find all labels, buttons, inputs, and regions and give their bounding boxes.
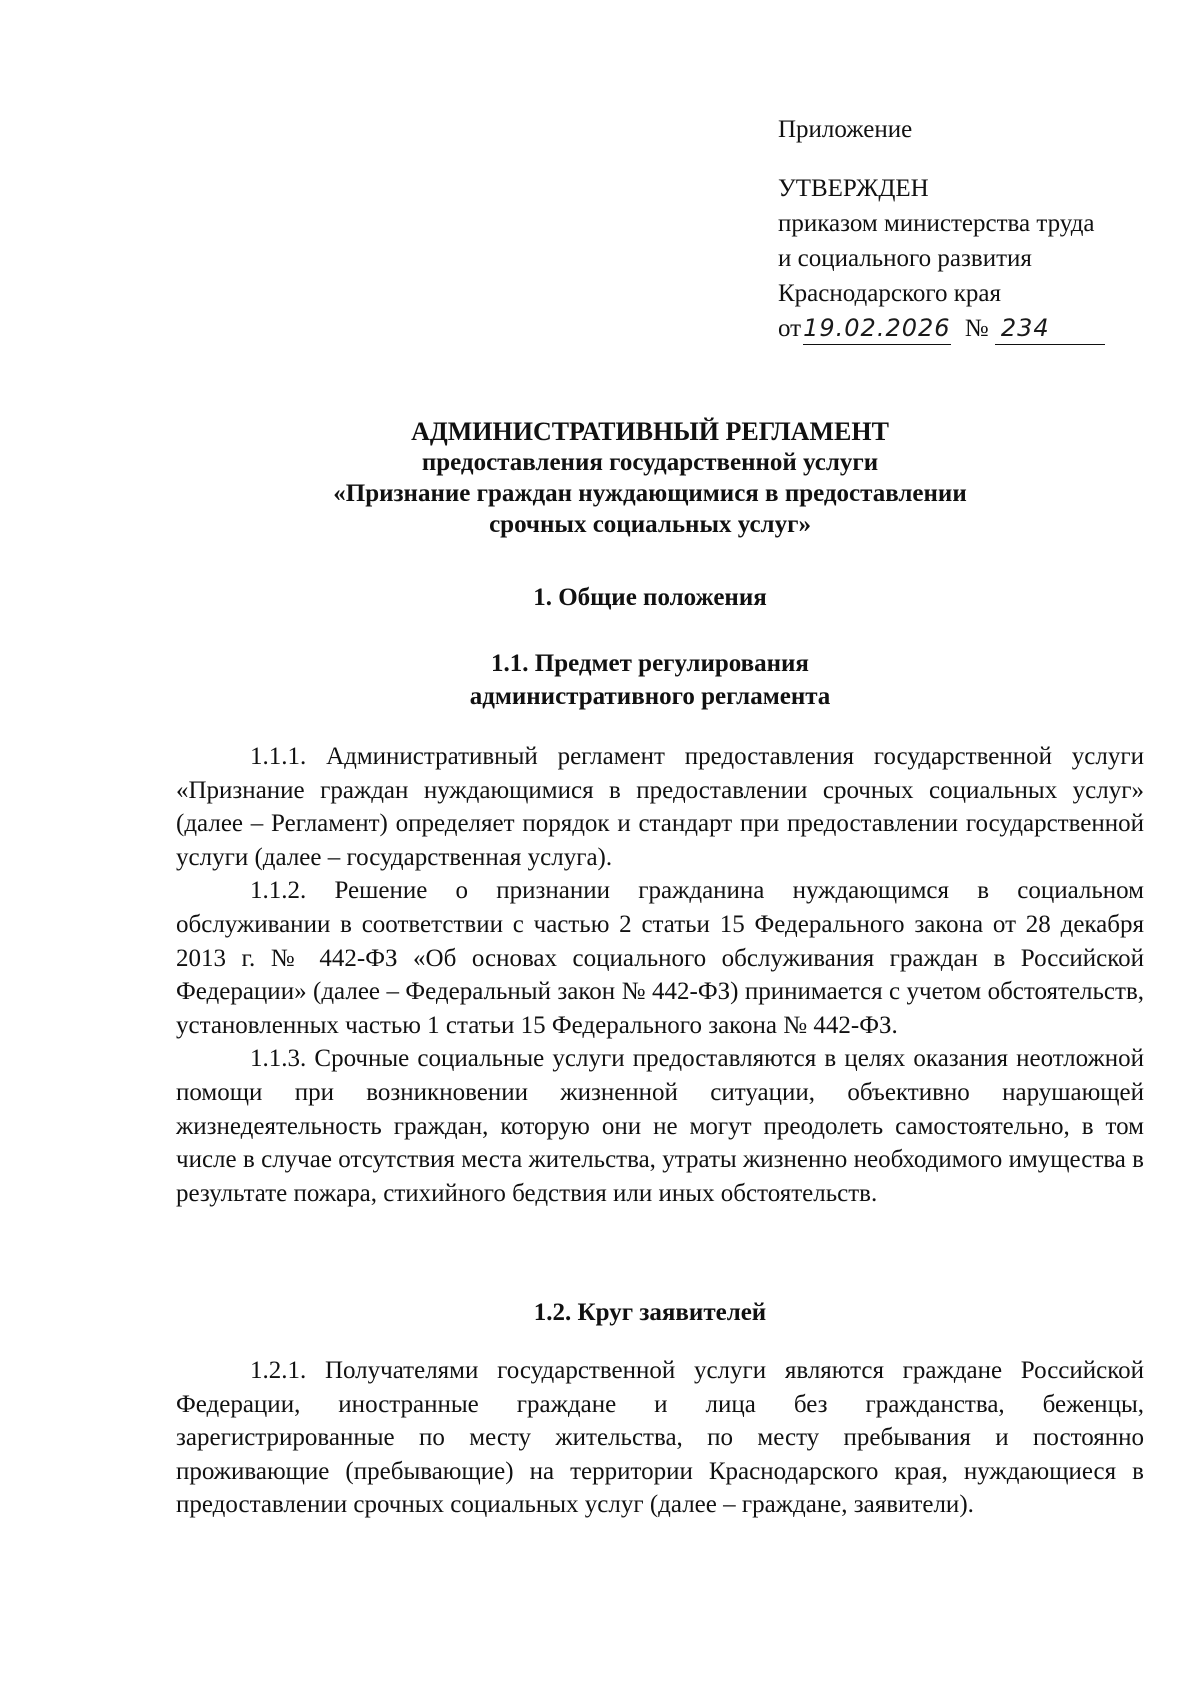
handwritten-date: 19.02.2026 <box>803 314 951 342</box>
title-line-2: предоставления государственной услуги <box>421 449 879 476</box>
number-field <box>995 313 1105 345</box>
approved-label: УТВЕРЖДЕН <box>778 175 929 202</box>
paragraph-1-2-1: 1.2.1. Получателями государственной услуги являются граждане Российской Федерации, иностранные граждане и лица без гражданства, беженцы, зарегистрированные по месту жительства, по месту пребывания и постоянно проживающие (пребывающие) на территории Краснодарского края, нуждающиеся в предоставлении срочных социальных услуг (далее – граждане, заявители). <box>176 1357 1144 1519</box>
number-prefix: № <box>964 315 989 342</box>
section-1-2-heading: 1.2. Круг заявителей <box>533 1299 767 1326</box>
title-line-4: срочных социальных услуг» <box>489 511 811 538</box>
section-1-1-heading <box>150 647 1150 713</box>
handwritten-number: 234 <box>1000 314 1050 342</box>
date-field <box>803 313 950 345</box>
paragraph-1-1-1: 1.1.1. Административный регламент предоставления государственной услуги «Признание граждан нуждающимися в предоставлении срочных социальных услуг» (далее – Регламент) определяет порядок и стандарт при предоставлении государственной услуги (далее – государственная услуга). <box>176 743 1144 871</box>
approval-block <box>778 112 1138 346</box>
annex-label: Приложение <box>778 116 913 143</box>
approval-line-1: приказом министерства труда <box>778 210 1095 237</box>
section-1-1-body <box>176 740 1144 1210</box>
document-title <box>150 417 1150 540</box>
date-prefix: от <box>778 315 802 342</box>
section-1-2-body <box>176 1354 1144 1522</box>
section-1-heading: 1. Общие положения <box>533 584 767 611</box>
paragraph-1-1-3: 1.1.3. Срочные социальные услуги предоставляются в целях оказания неотложной помощи при возникновении жизненной ситуации, объективно нарушающей жизнедеятельность граждан, которую они не могут преодолеть самостоятельно, в том числе в случае отсутствия места жительства, утраты жизненно необходимого имущества в результате пожара, стихийного бедствия или иных обстоятельств. <box>176 1045 1144 1207</box>
approval-line-2: и социального развития <box>778 245 1032 272</box>
section-1-1-heading-line-1: 1.1. Предмет регулирования <box>491 650 809 677</box>
paragraph-1-1-2: 1.1.2. Решение о признании гражданина нуждающимся в социальном обслуживании в соответствии с частью 2 статьи 15 Федерального закона от 28 декабря 2013 г. № 442-ФЗ «Об основах социального обслуживания граждан в Российской Федерации» (далее – Федеральный закон № 442-ФЗ) принимается с учетом обстоятельств, установленных частью 1 статьи 15 Федерального закона № 442-ФЗ. <box>176 877 1144 1039</box>
approval-date-number-line <box>778 311 1138 346</box>
section-1-1-heading-line-2: административного регламента <box>469 683 831 710</box>
approval-line-3: Краснодарского края <box>778 280 1001 307</box>
title-line-3: «Признание граждан нуждающимися в предоставлении <box>333 480 967 507</box>
title-main: АДМИНИСТРАТИВНЫЙ РЕГЛАМЕНТ <box>411 417 889 446</box>
